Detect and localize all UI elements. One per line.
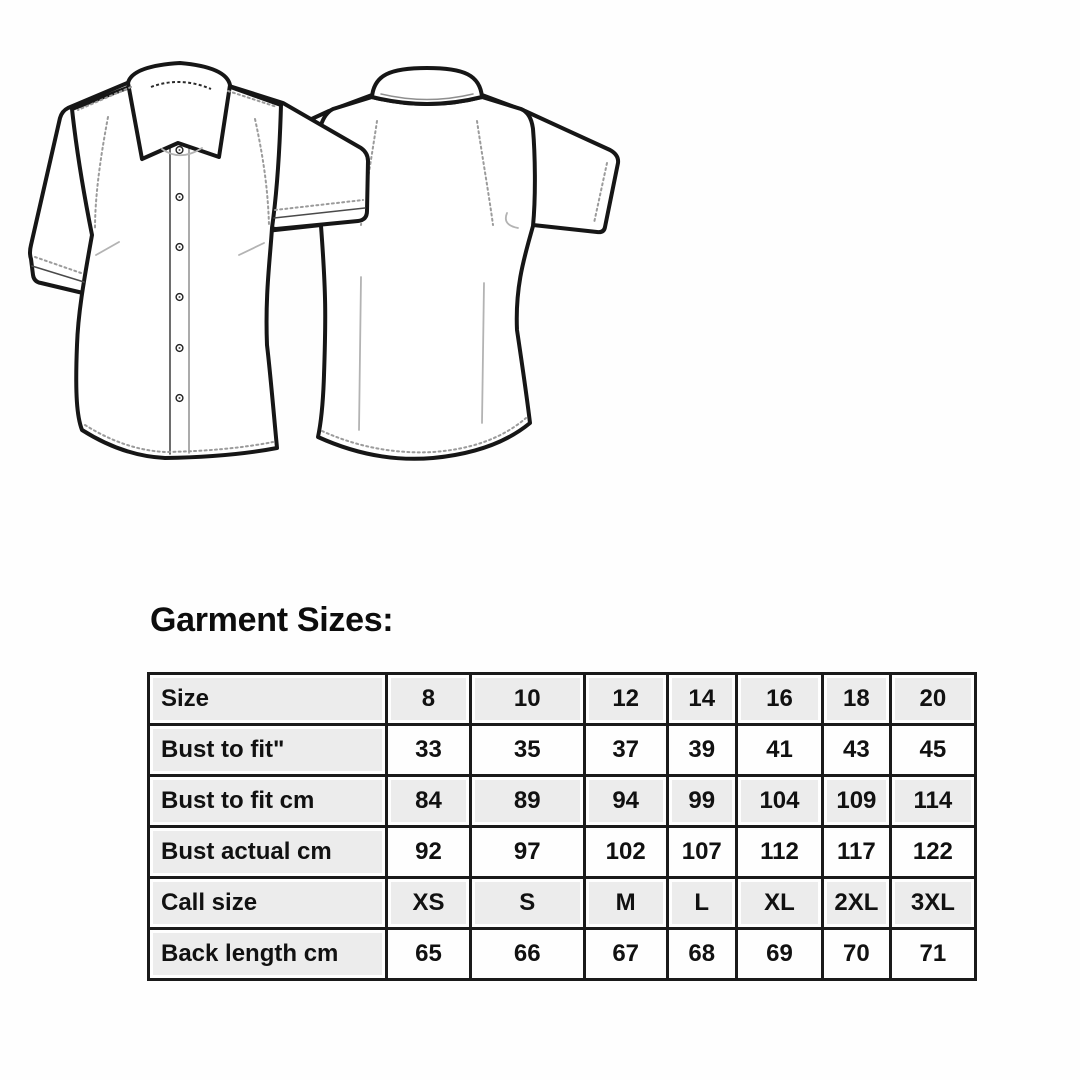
table-cell: 10 <box>470 674 584 725</box>
table-cell: 117 <box>822 827 890 878</box>
size-table-body <box>149 674 976 980</box>
table-row <box>149 674 976 725</box>
table-cell: 14 <box>667 674 736 725</box>
row-label-cell: Bust to fit cm <box>149 776 387 827</box>
table-cell: 71 <box>890 929 975 980</box>
table-cell: 35 <box>470 725 584 776</box>
table-cell: L <box>667 878 736 929</box>
table-cell: 43 <box>822 725 890 776</box>
row-label-cell: Bust actual cm <box>149 827 387 878</box>
table-row <box>149 827 976 878</box>
size-table <box>147 672 977 981</box>
table-cell: 20 <box>890 674 975 725</box>
table-cell: 69 <box>736 929 822 980</box>
table-cell: M <box>584 878 667 929</box>
table-cell: 18 <box>822 674 890 725</box>
page-title: Garment Sizes: <box>150 601 394 639</box>
table-cell: XL <box>736 878 822 929</box>
table-cell: XS <box>387 878 471 929</box>
table-row <box>149 776 976 827</box>
table-row <box>149 878 976 929</box>
table-cell: 99 <box>667 776 736 827</box>
row-label-cell: Size <box>149 674 387 725</box>
table-cell: 109 <box>822 776 890 827</box>
row-label-cell: Call size <box>149 878 387 929</box>
table-cell: 8 <box>387 674 471 725</box>
garment-illustration <box>15 45 655 475</box>
table-row <box>149 929 976 980</box>
table-cell: 16 <box>736 674 822 725</box>
table-cell: 33 <box>387 725 471 776</box>
table-cell: S <box>470 878 584 929</box>
table-cell: 67 <box>584 929 667 980</box>
table-cell: 66 <box>470 929 584 980</box>
table-cell: 107 <box>667 827 736 878</box>
table-cell: 37 <box>584 725 667 776</box>
table-cell: 65 <box>387 929 471 980</box>
table-cell: 12 <box>584 674 667 725</box>
table-cell: 68 <box>667 929 736 980</box>
table-cell: 112 <box>736 827 822 878</box>
table-cell: 3XL <box>890 878 975 929</box>
row-label-cell: Back length cm <box>149 929 387 980</box>
table-cell: 114 <box>890 776 975 827</box>
table-cell: 2XL <box>822 878 890 929</box>
row-label-cell: Bust to fit" <box>149 725 387 776</box>
table-cell: 84 <box>387 776 471 827</box>
table-cell: 70 <box>822 929 890 980</box>
table-cell: 97 <box>470 827 584 878</box>
table-cell: 104 <box>736 776 822 827</box>
table-row <box>149 725 976 776</box>
table-cell: 92 <box>387 827 471 878</box>
table-cell: 102 <box>584 827 667 878</box>
table-cell: 45 <box>890 725 975 776</box>
table-cell: 94 <box>584 776 667 827</box>
table-cell: 89 <box>470 776 584 827</box>
table-cell: 39 <box>667 725 736 776</box>
table-cell: 41 <box>736 725 822 776</box>
shirt-front-illustration <box>30 63 368 458</box>
table-cell: 122 <box>890 827 975 878</box>
